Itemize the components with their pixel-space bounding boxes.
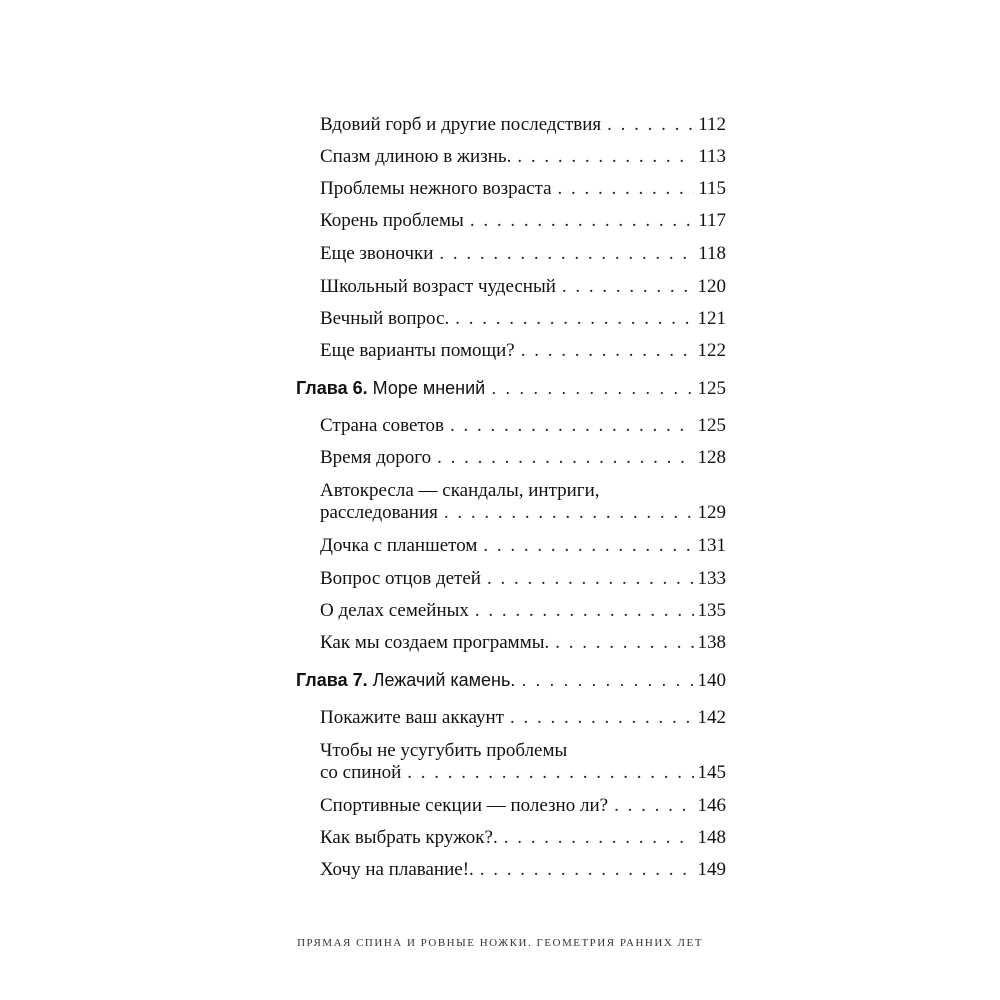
chapter-title: Лежачий камень.	[372, 670, 516, 690]
toc-page-number: 120	[697, 276, 726, 297]
toc-entry-title: Вдовий горб и другие последствия	[320, 114, 602, 135]
chapter-label: Глава 7.	[296, 670, 368, 690]
toc-entry-title: Вечный вопрос.	[320, 308, 450, 329]
toc-page-number: 125	[697, 378, 726, 399]
dot-leader	[437, 447, 693, 469]
toc-page-number: 131	[697, 535, 726, 556]
toc-page-number: 146	[697, 795, 726, 816]
dot-leader	[517, 146, 694, 168]
toc-entry-title-line1: Автокресла — скандалы, интриги,	[320, 480, 600, 501]
dot-leader	[558, 178, 695, 200]
toc-entry-title: расследования	[320, 502, 438, 523]
toc-entry	[320, 308, 726, 330]
dot-leader	[455, 308, 693, 330]
dot-leader	[487, 568, 694, 590]
toc-page-number: 145	[697, 762, 726, 783]
toc-entry	[320, 480, 726, 524]
toc-entry-title: Спортивные секции — полезно ли?	[320, 795, 609, 816]
dot-leader	[470, 210, 694, 232]
toc-entry-title: О делах семейных	[320, 600, 469, 621]
toc-page-number: 133	[697, 568, 726, 589]
dot-leader	[475, 600, 694, 622]
toc-page-number: 115	[698, 178, 726, 199]
toc-page-number: 129	[697, 502, 726, 523]
toc-entry	[320, 707, 726, 729]
toc-chapter-heading	[296, 377, 485, 399]
toc-entry-title: Как мы создаем программы.	[320, 632, 550, 653]
toc-entry	[320, 243, 726, 265]
toc-entry-title: Еще звоночки	[320, 243, 434, 264]
toc-entry-title: Корень проблемы	[320, 210, 464, 231]
toc-page-number: 128	[697, 447, 726, 468]
dot-leader	[444, 502, 694, 524]
toc-entry	[320, 276, 726, 298]
running-footer: ПРЯМАЯ СПИНА И РОВНЫЕ НОЖКИ. ГЕОМЕТРИЯ РАННИХ ЛЕТ	[297, 937, 703, 949]
dot-leader	[491, 377, 693, 399]
toc-entry	[320, 210, 726, 232]
toc-entry-title: Время дорого	[320, 447, 432, 468]
toc-entry	[320, 415, 726, 437]
toc-entry-title: Вопрос отцов детей	[320, 568, 481, 589]
dot-leader	[555, 632, 693, 654]
dot-leader	[450, 415, 694, 437]
toc-entry-title: Проблемы нежного возраста	[320, 178, 552, 199]
dot-leader	[607, 114, 694, 136]
toc-page-number: 135	[697, 600, 726, 621]
toc-entry-title: Страна советов	[320, 415, 444, 436]
toc-page-number: 138	[697, 632, 726, 653]
toc-entry-title: Хочу на плавание!.	[320, 859, 474, 880]
dot-leader	[480, 859, 694, 881]
toc-entry	[320, 146, 726, 168]
chapter-label: Глава 6.	[296, 378, 368, 398]
toc-page-number: 148	[697, 827, 726, 848]
toc-entry	[320, 600, 726, 622]
toc-page-number: 142	[697, 707, 726, 728]
dot-leader	[521, 340, 694, 362]
toc-entry	[320, 827, 726, 849]
toc-entry	[320, 535, 726, 557]
toc-entry-title: Еще варианты помощи?	[320, 340, 515, 361]
toc-page-number: 117	[698, 210, 726, 231]
toc-entry-title: Школьный возраст чудесный	[320, 276, 556, 297]
chapter-title: Море мнений	[372, 378, 486, 398]
toc-entry	[320, 178, 726, 200]
toc-entry	[320, 859, 726, 881]
toc-page-number: 125	[697, 415, 726, 436]
dot-leader	[614, 795, 693, 817]
toc-chapter	[296, 377, 726, 400]
dot-leader	[439, 243, 694, 265]
toc-page-number: 118	[698, 243, 726, 264]
toc-entry	[320, 568, 726, 590]
dot-leader	[483, 535, 693, 557]
toc-entry	[320, 114, 726, 136]
dot-leader	[562, 276, 694, 298]
dot-leader	[521, 669, 693, 691]
toc-page-number: 140	[697, 670, 726, 691]
toc-chapter-heading	[296, 669, 515, 691]
toc-entry-title-line1: Чтобы не усугубить проблемы	[320, 740, 568, 761]
toc-entry	[320, 632, 726, 654]
dot-leader	[504, 827, 694, 849]
toc-chapter	[296, 669, 726, 692]
dot-leader	[407, 762, 693, 784]
toc-entry-title: Дочка с планшетом	[320, 535, 478, 556]
toc-page-number: 121	[697, 308, 726, 329]
toc-page-number: 113	[698, 146, 726, 167]
toc-entry-title: Спазм длиною в жизнь.	[320, 146, 512, 167]
toc-entry	[320, 447, 726, 469]
dot-leader	[510, 707, 694, 729]
toc-entry-title: Покажите ваш аккаунт	[320, 707, 504, 728]
toc-page-number: 122	[697, 340, 726, 361]
toc-entry-title: Как выбрать кружок?.	[320, 827, 498, 848]
toc-entry	[320, 340, 726, 362]
toc-entry	[320, 740, 726, 784]
toc-page-number: 149	[697, 859, 726, 880]
toc-entry-title: со спиной	[320, 762, 402, 783]
toc-entry	[320, 795, 726, 817]
toc-page-number: 112	[698, 114, 726, 135]
